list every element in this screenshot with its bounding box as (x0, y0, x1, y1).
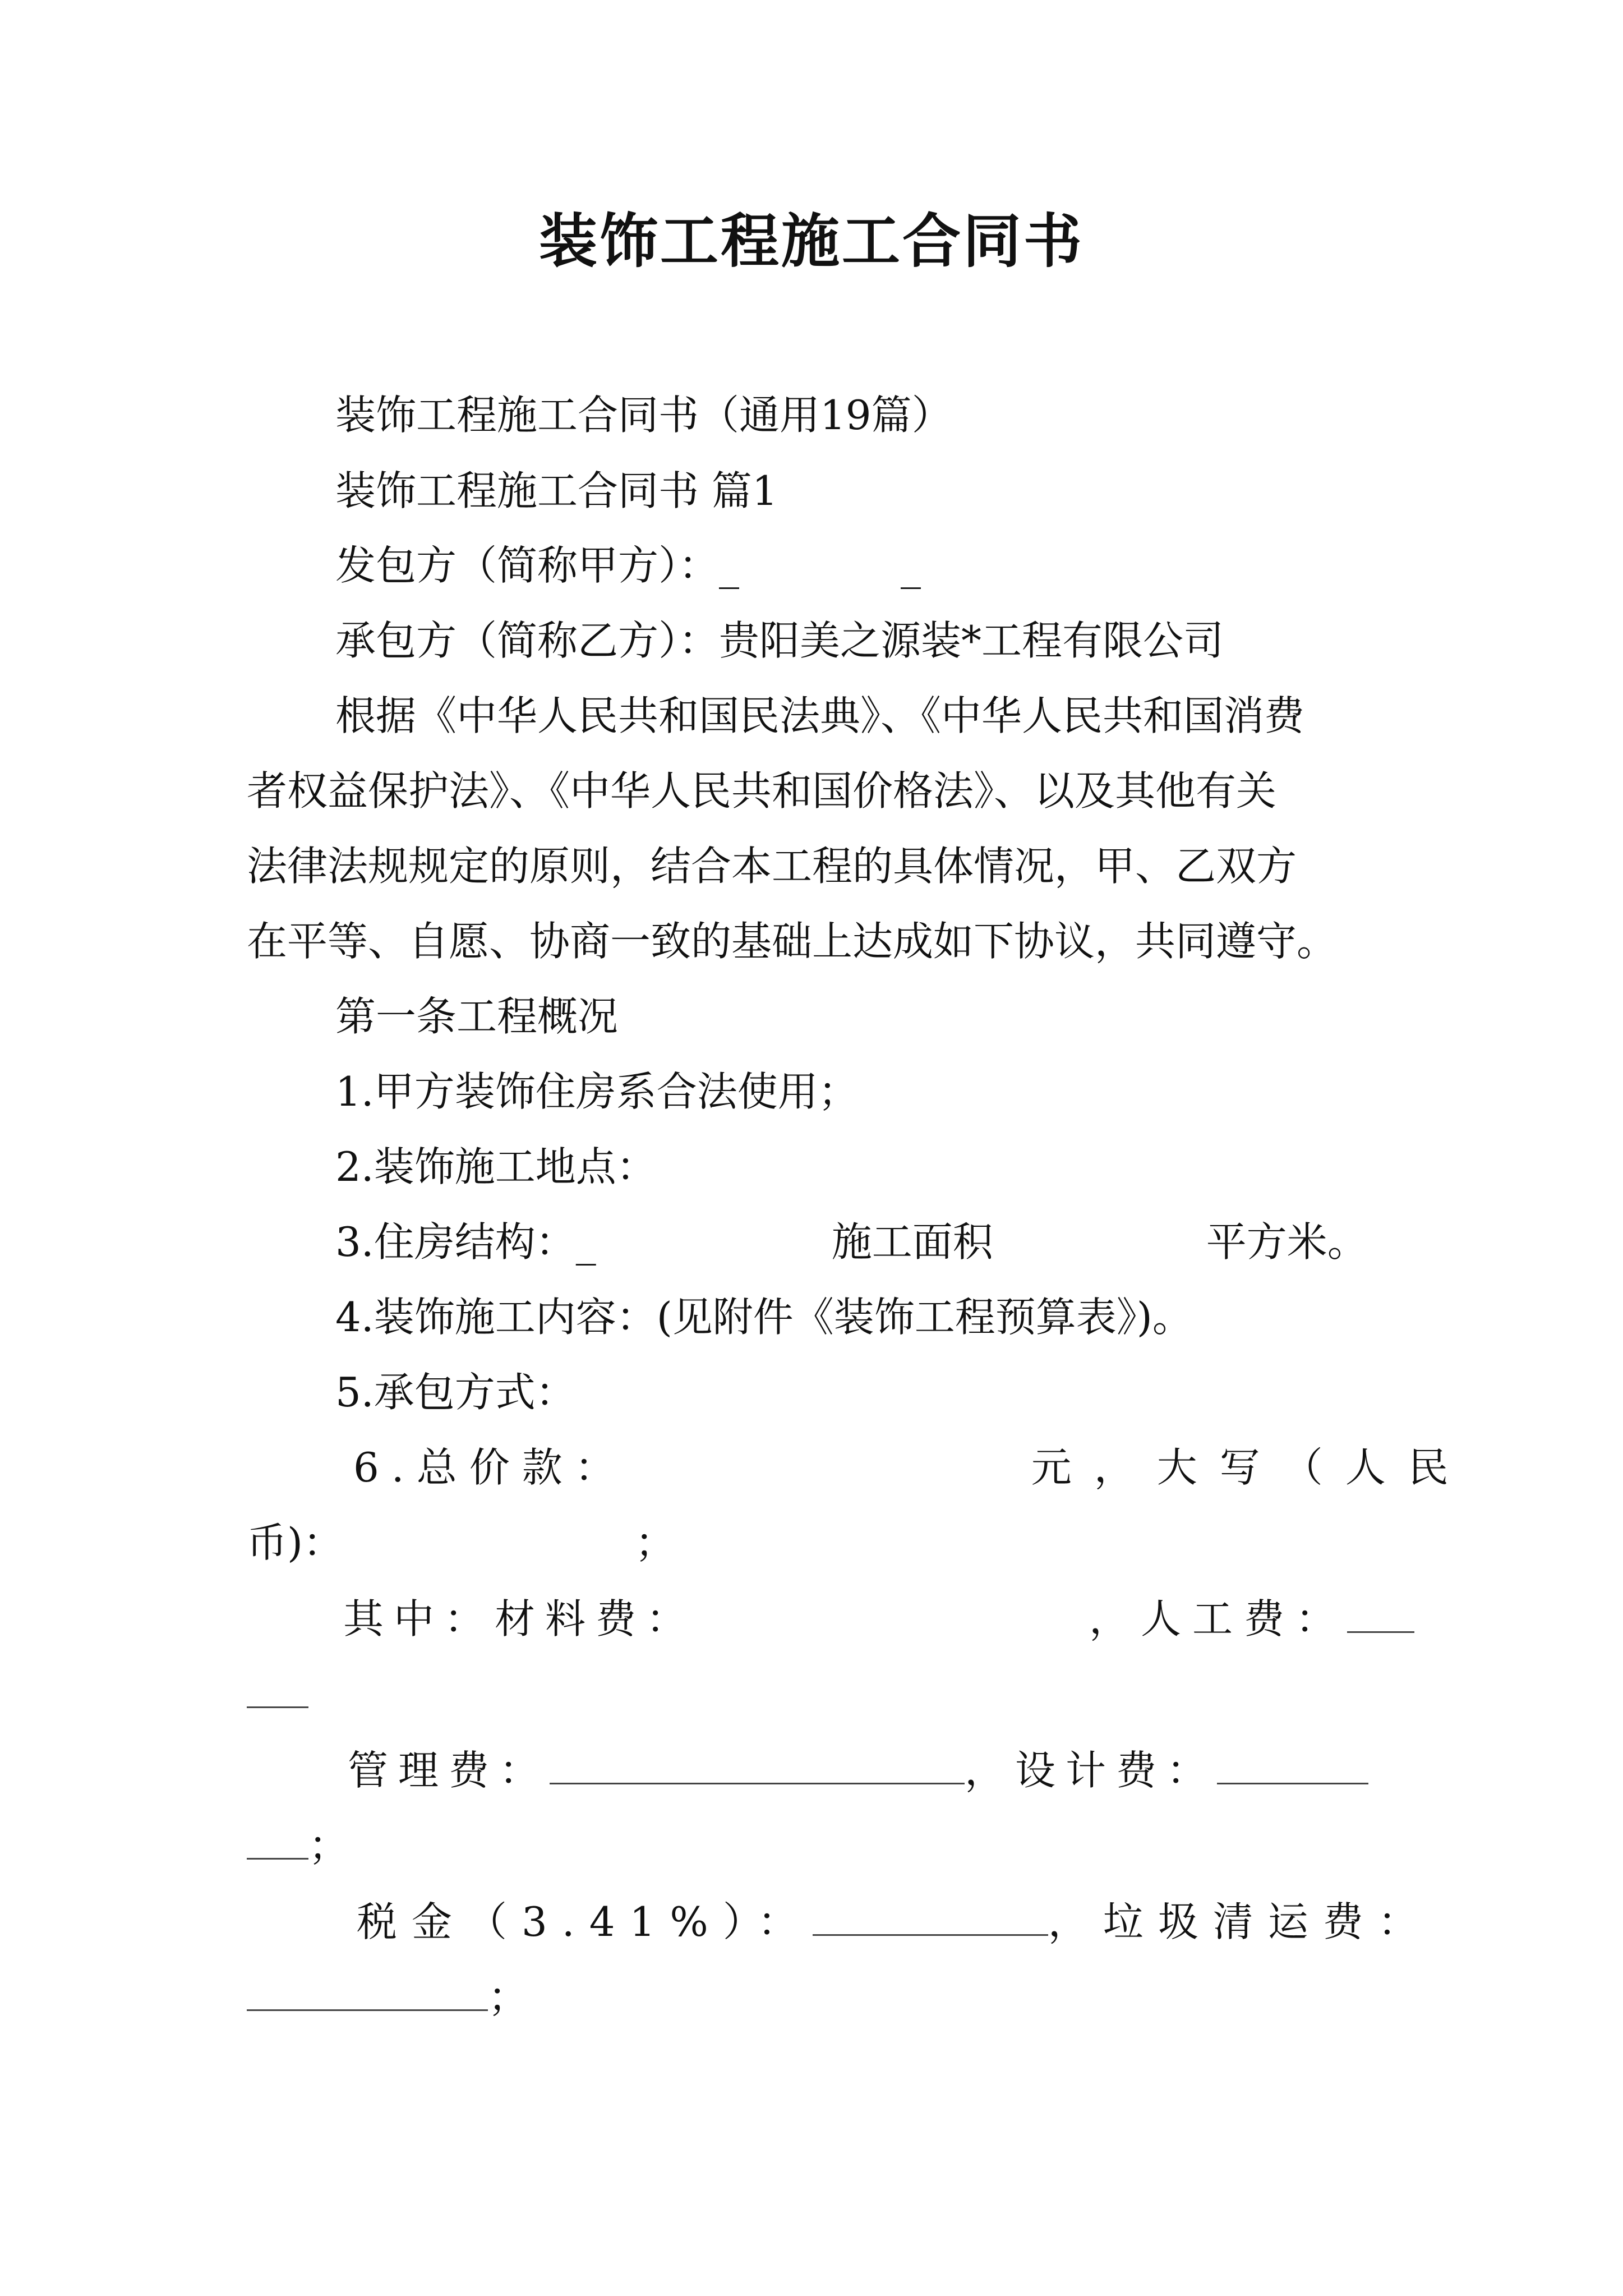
garbage-fee-label: ，垃圾清运费： (1048, 1898, 1433, 1945)
tax-line-cont (247, 1969, 528, 2025)
party-a-line: 发包方（简称甲方）：_ _ (335, 542, 921, 589)
party-b-line: 承包方（简称乙方）：贵阳美之源装*工程有限公司 (335, 617, 1224, 664)
design-fee-label: ，设计费： (965, 1747, 1218, 1794)
mgmt-end: ； (308, 1822, 349, 1869)
design-fee-blank-cont (247, 1819, 308, 1860)
item-6-end: ； (635, 1519, 676, 1566)
material-fee-label: 其中：材料费： (343, 1595, 697, 1642)
item-4: 4.装饰施工内容：(见附件《装饰工程预算表》)。 (335, 1294, 1193, 1341)
item-6-currency-label: 币)： (247, 1519, 344, 1566)
item-2: 2.装饰施工地点： (335, 1143, 657, 1190)
document-title: 装饰工程施工合同书 (538, 206, 1084, 275)
mgmt-fee-blank (550, 1743, 965, 1784)
garbage-fee-blank (247, 1970, 488, 2011)
labor-fee-blank-cont (247, 1667, 308, 1708)
item-1: 1.甲方装饰住房系合法使用； (335, 1068, 859, 1115)
item-3-structure: 3.住房结构：_ (335, 1218, 596, 1266)
mgmt-line (348, 1742, 1368, 1798)
cost-line (343, 1591, 1414, 1647)
preamble-line-3: 法律法规规定的原则，结合本工程的具体情况，甲、乙双方 (247, 843, 1297, 890)
cost-line-cont (247, 1666, 308, 1722)
mgmt-line-cont (247, 1818, 349, 1874)
preamble-line-4: 在平等、自愿、协商一致的基础上达成如下协议，共同遵守。 (247, 918, 1338, 965)
item-3-area-label: 施工面积 (831, 1218, 993, 1266)
tax-blank (813, 1895, 1048, 1936)
labor-fee-label: ，人工费： (1089, 1595, 1348, 1642)
labor-fee-blank (1347, 1592, 1414, 1633)
item-6-currency (247, 1515, 675, 1571)
item-6-total (353, 1439, 1471, 1496)
item-3 (335, 1214, 1368, 1270)
tax-line (357, 1894, 1433, 1950)
article-1-title: 第一条工程概况 (335, 993, 619, 1040)
preamble-line-2: 者权益保护法》、《中华人民共和国价格法》、以及其他有关 (247, 767, 1277, 815)
item-3-unit: 平方米。 (1206, 1218, 1368, 1266)
tax-label: 税金（3.41%）： (357, 1898, 813, 1945)
tax-end: ； (488, 1973, 529, 2021)
mgmt-fee-label: 管理费： (348, 1747, 550, 1794)
item-6-label: 6.总价款： (353, 1444, 628, 1491)
item-5: 5.承包方式： (335, 1369, 576, 1416)
preamble-line-1: 根据《中华人民共和国民法典》、《中华人民共和国消费 (335, 692, 1305, 739)
design-fee-blank (1217, 1743, 1368, 1784)
item-6-upper: 元，大写（人民 (1031, 1444, 1471, 1491)
section-heading: 装饰工程施工合同书 篇1 (335, 467, 778, 514)
document-subtitle: 装饰工程施工合同书（通用19篇） (335, 392, 952, 439)
